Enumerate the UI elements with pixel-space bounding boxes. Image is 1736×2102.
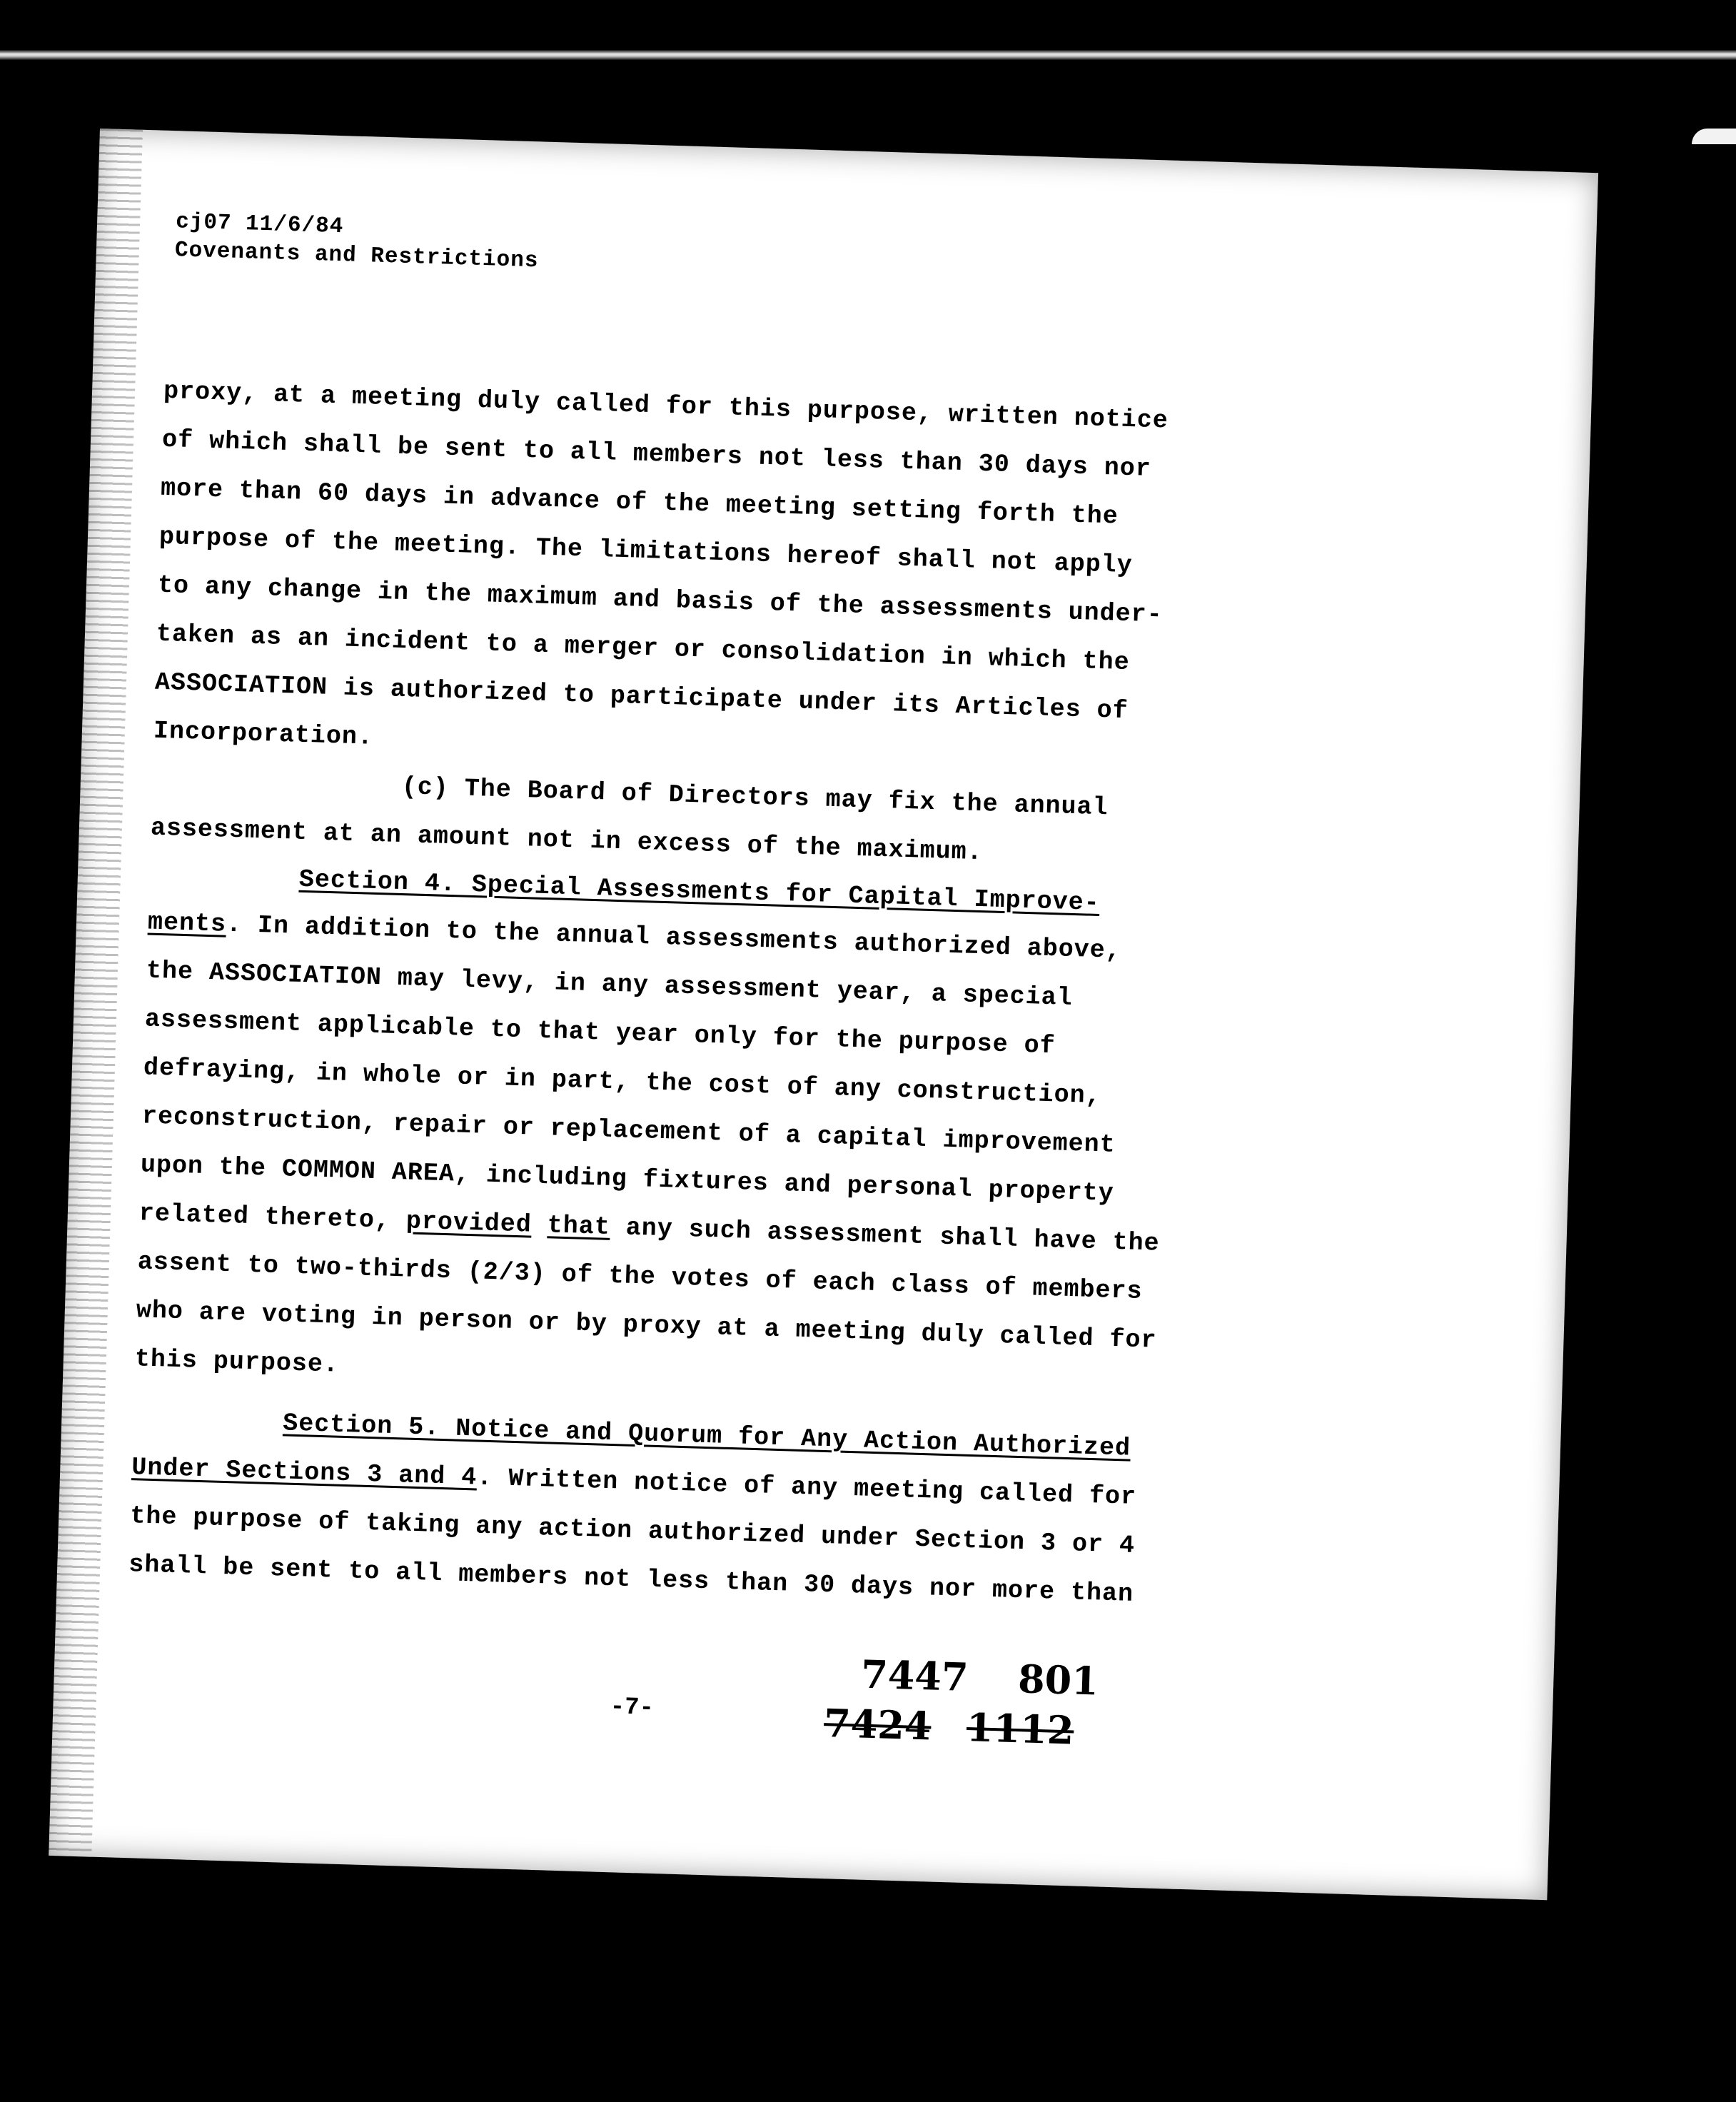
body-line: assent to two-thirds (2/3) of the votes of each class of members xyxy=(137,1247,1144,1307)
section-4-heading-cont: ments xyxy=(147,907,227,939)
body-line: reconstruction, repair or replacement of a capital improvement xyxy=(141,1102,1116,1160)
page-number: -7- xyxy=(610,1694,655,1722)
section-4-heading: Section 4. Special Assessments for Capital Improve- xyxy=(298,865,1101,918)
body-line: taken as an incident to a merger or consolidation in which the xyxy=(156,619,1131,678)
film-edge-corner xyxy=(1692,129,1736,144)
body-line: assessment applicable to that year only for the purpose of xyxy=(144,1005,1056,1061)
body-line: Under Sections 3 and 4. Written notice of any meeting called for xyxy=(131,1453,1137,1512)
body-line: of which shall be sent to all members not less than 30 days nor xyxy=(161,425,1152,483)
body-line: defraying, in whole or in part, the cost of any construction, xyxy=(143,1053,1102,1111)
body-line: ments. In addition to the annual assessments authorized above, xyxy=(147,907,1122,965)
provided-term: provided xyxy=(405,1207,533,1239)
body-line: purpose of the meeting. The limitations hereof shall not apply xyxy=(158,522,1134,580)
film-edge-streak xyxy=(0,50,1736,60)
recording-stamp-page: 801 xyxy=(1017,1656,1099,1704)
body-line: shall be sent to all members not less than 30 days nor more than xyxy=(128,1550,1134,1609)
body-line: ASSOCIATION is authorized to participate under its Articles of xyxy=(154,668,1129,726)
document-id: cj07 11/6/84 xyxy=(175,209,344,240)
recording-stamp-book: 7447 xyxy=(860,1651,969,1701)
body-line: related thereto, provided that any such assessment shall have the xyxy=(138,1199,1161,1258)
body-line: Incorporation. xyxy=(153,716,374,752)
body-line: the purpose of taking any action authorized under Section 3 or 4 xyxy=(129,1502,1136,1560)
body-line: upon the COMMON AREA, including fixtures and personal property xyxy=(140,1150,1115,1208)
body-line: the ASSOCIATION may levy, in any assessment year, a special xyxy=(146,956,1074,1012)
body-line: proxy, at a meeting duly called for this purpose, written notice xyxy=(163,376,1169,436)
section-5-heading: Section 5. Notice and Quorum for Any Action Authorized xyxy=(282,1409,1131,1463)
document-page xyxy=(49,129,1598,1900)
section-5-heading-cont: Under Sections 3 and 4 xyxy=(131,1453,478,1492)
body-line: more than 60 days in advance of the meeting setting forth the xyxy=(160,473,1119,531)
document-title: Covenants and Restrictions xyxy=(174,238,539,274)
body-line: who are voting in person or by proxy at a meeting duly called for xyxy=(136,1296,1158,1355)
body-line: this purpose. xyxy=(134,1344,340,1379)
body-line: to any change in the maximum and basis of the assessments under- xyxy=(157,570,1164,630)
body-line: (c) The Board of Directors may fix the annual xyxy=(401,772,1109,823)
body-line: assessment at an amount not in excess of the maximum. xyxy=(150,813,984,868)
struck-stamp-page: 1112 xyxy=(966,1704,1075,1754)
struck-stamp-book: 7424 xyxy=(823,1700,932,1749)
that-term: that xyxy=(547,1211,611,1242)
